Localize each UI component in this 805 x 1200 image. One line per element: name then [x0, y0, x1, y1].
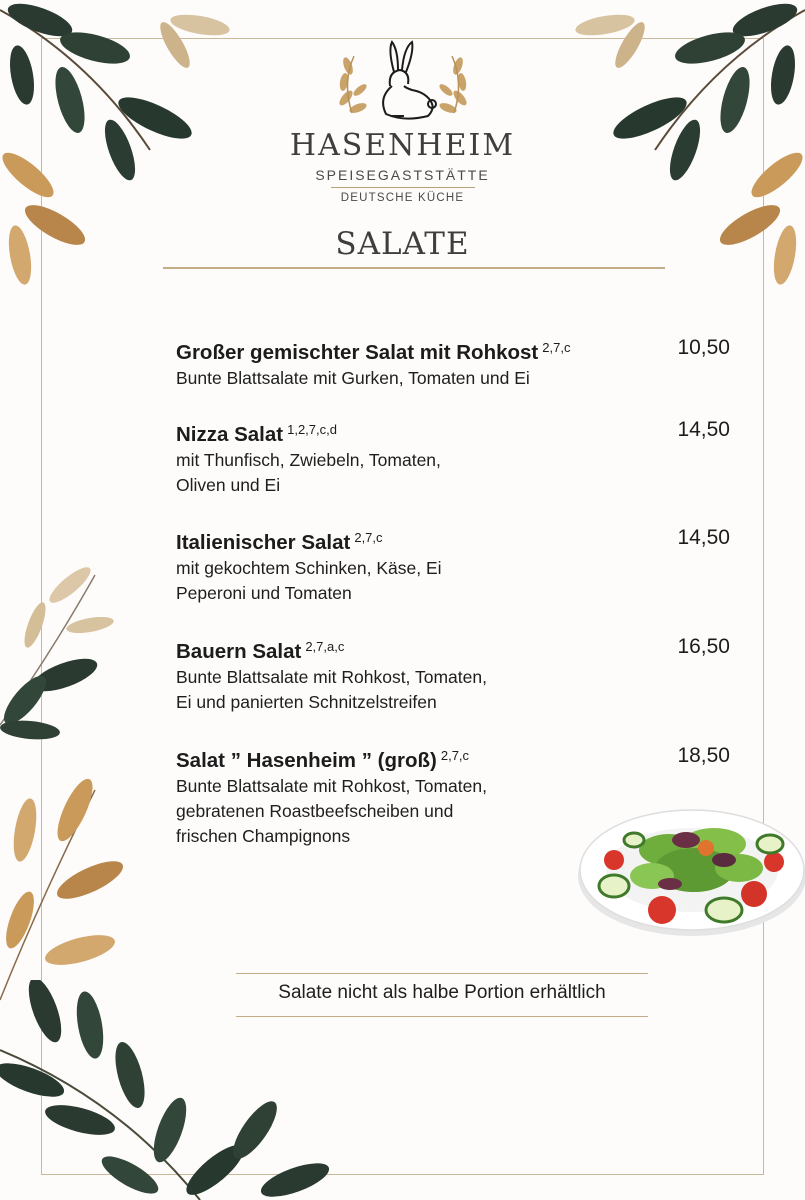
note-divider-bottom — [236, 1016, 648, 1017]
item-price: 16,50 — [677, 635, 730, 658]
item-name: Bauern Salat — [176, 640, 302, 663]
rabbit-laurel-icon — [332, 38, 474, 122]
availability-note: Salate nicht als halbe Portion erhältlich — [278, 982, 606, 1003]
section-title: SALATE — [335, 226, 470, 262]
item-description: Oliven und Ei — [176, 475, 281, 495]
item-name: Nizza Salat — [176, 423, 284, 446]
item-allergens: 2,7,c — [440, 748, 470, 763]
note-divider-top — [236, 973, 648, 974]
brand-subtitle: SPEISEGASTSTÄTTE — [315, 167, 490, 183]
item-price: 14,50 — [677, 418, 730, 441]
item-name: Italienischer Salat — [176, 531, 351, 554]
leaf-branch-icon — [0, 555, 130, 745]
item-name: Großer gemischter Salat mit Rohkost — [176, 341, 539, 364]
brand-divider — [331, 187, 475, 188]
leaf-branch-icon — [0, 770, 140, 1010]
leaf-branch-icon — [0, 980, 330, 1200]
item-allergens: 1,2,7,c,d — [287, 422, 337, 437]
section-divider — [163, 267, 665, 269]
item-description: Bunte Blattsalate mit Rohkost, Tomaten, — [176, 667, 487, 687]
item-description: frischen Champignons — [176, 826, 351, 846]
salad-plate-image — [574, 798, 805, 940]
item-price: 14,50 — [677, 526, 730, 549]
item-allergens: 2,7,c — [354, 530, 383, 545]
item-allergens: 2,7,c — [542, 340, 571, 355]
item-name: Salat ” Hasenheim ” (groß) — [176, 749, 437, 772]
item-description: Bunte Blattsalate mit Rohkost, Tomaten, — [176, 776, 487, 796]
item-description: Ei und panierten Schnitzelstreifen — [176, 692, 437, 712]
menu-item — [176, 634, 736, 715]
menu-item — [176, 525, 736, 606]
brand-name: HASENHEIM — [289, 128, 516, 163]
item-description: Peperoni und Tomaten — [176, 583, 352, 603]
item-price: 18,50 — [677, 744, 730, 767]
item-description: gebratenen Roastbeefscheiben und — [176, 801, 454, 821]
item-price: 10,50 — [677, 336, 730, 359]
item-description: mit Thunfisch, Zwiebeln, Tomaten, — [176, 450, 441, 470]
item-description: mit gekochtem Schinken, Käse, Ei — [176, 558, 442, 578]
item-description: Bunte Blattsalate mit Gurken, Tomaten und Ei — [176, 368, 530, 388]
item-allergens: 2,7,a,c — [305, 639, 345, 654]
brand-cuisine: DEUTSCHE KÜCHE — [340, 192, 465, 204]
menu-item — [176, 335, 736, 391]
menu-item — [176, 417, 736, 498]
